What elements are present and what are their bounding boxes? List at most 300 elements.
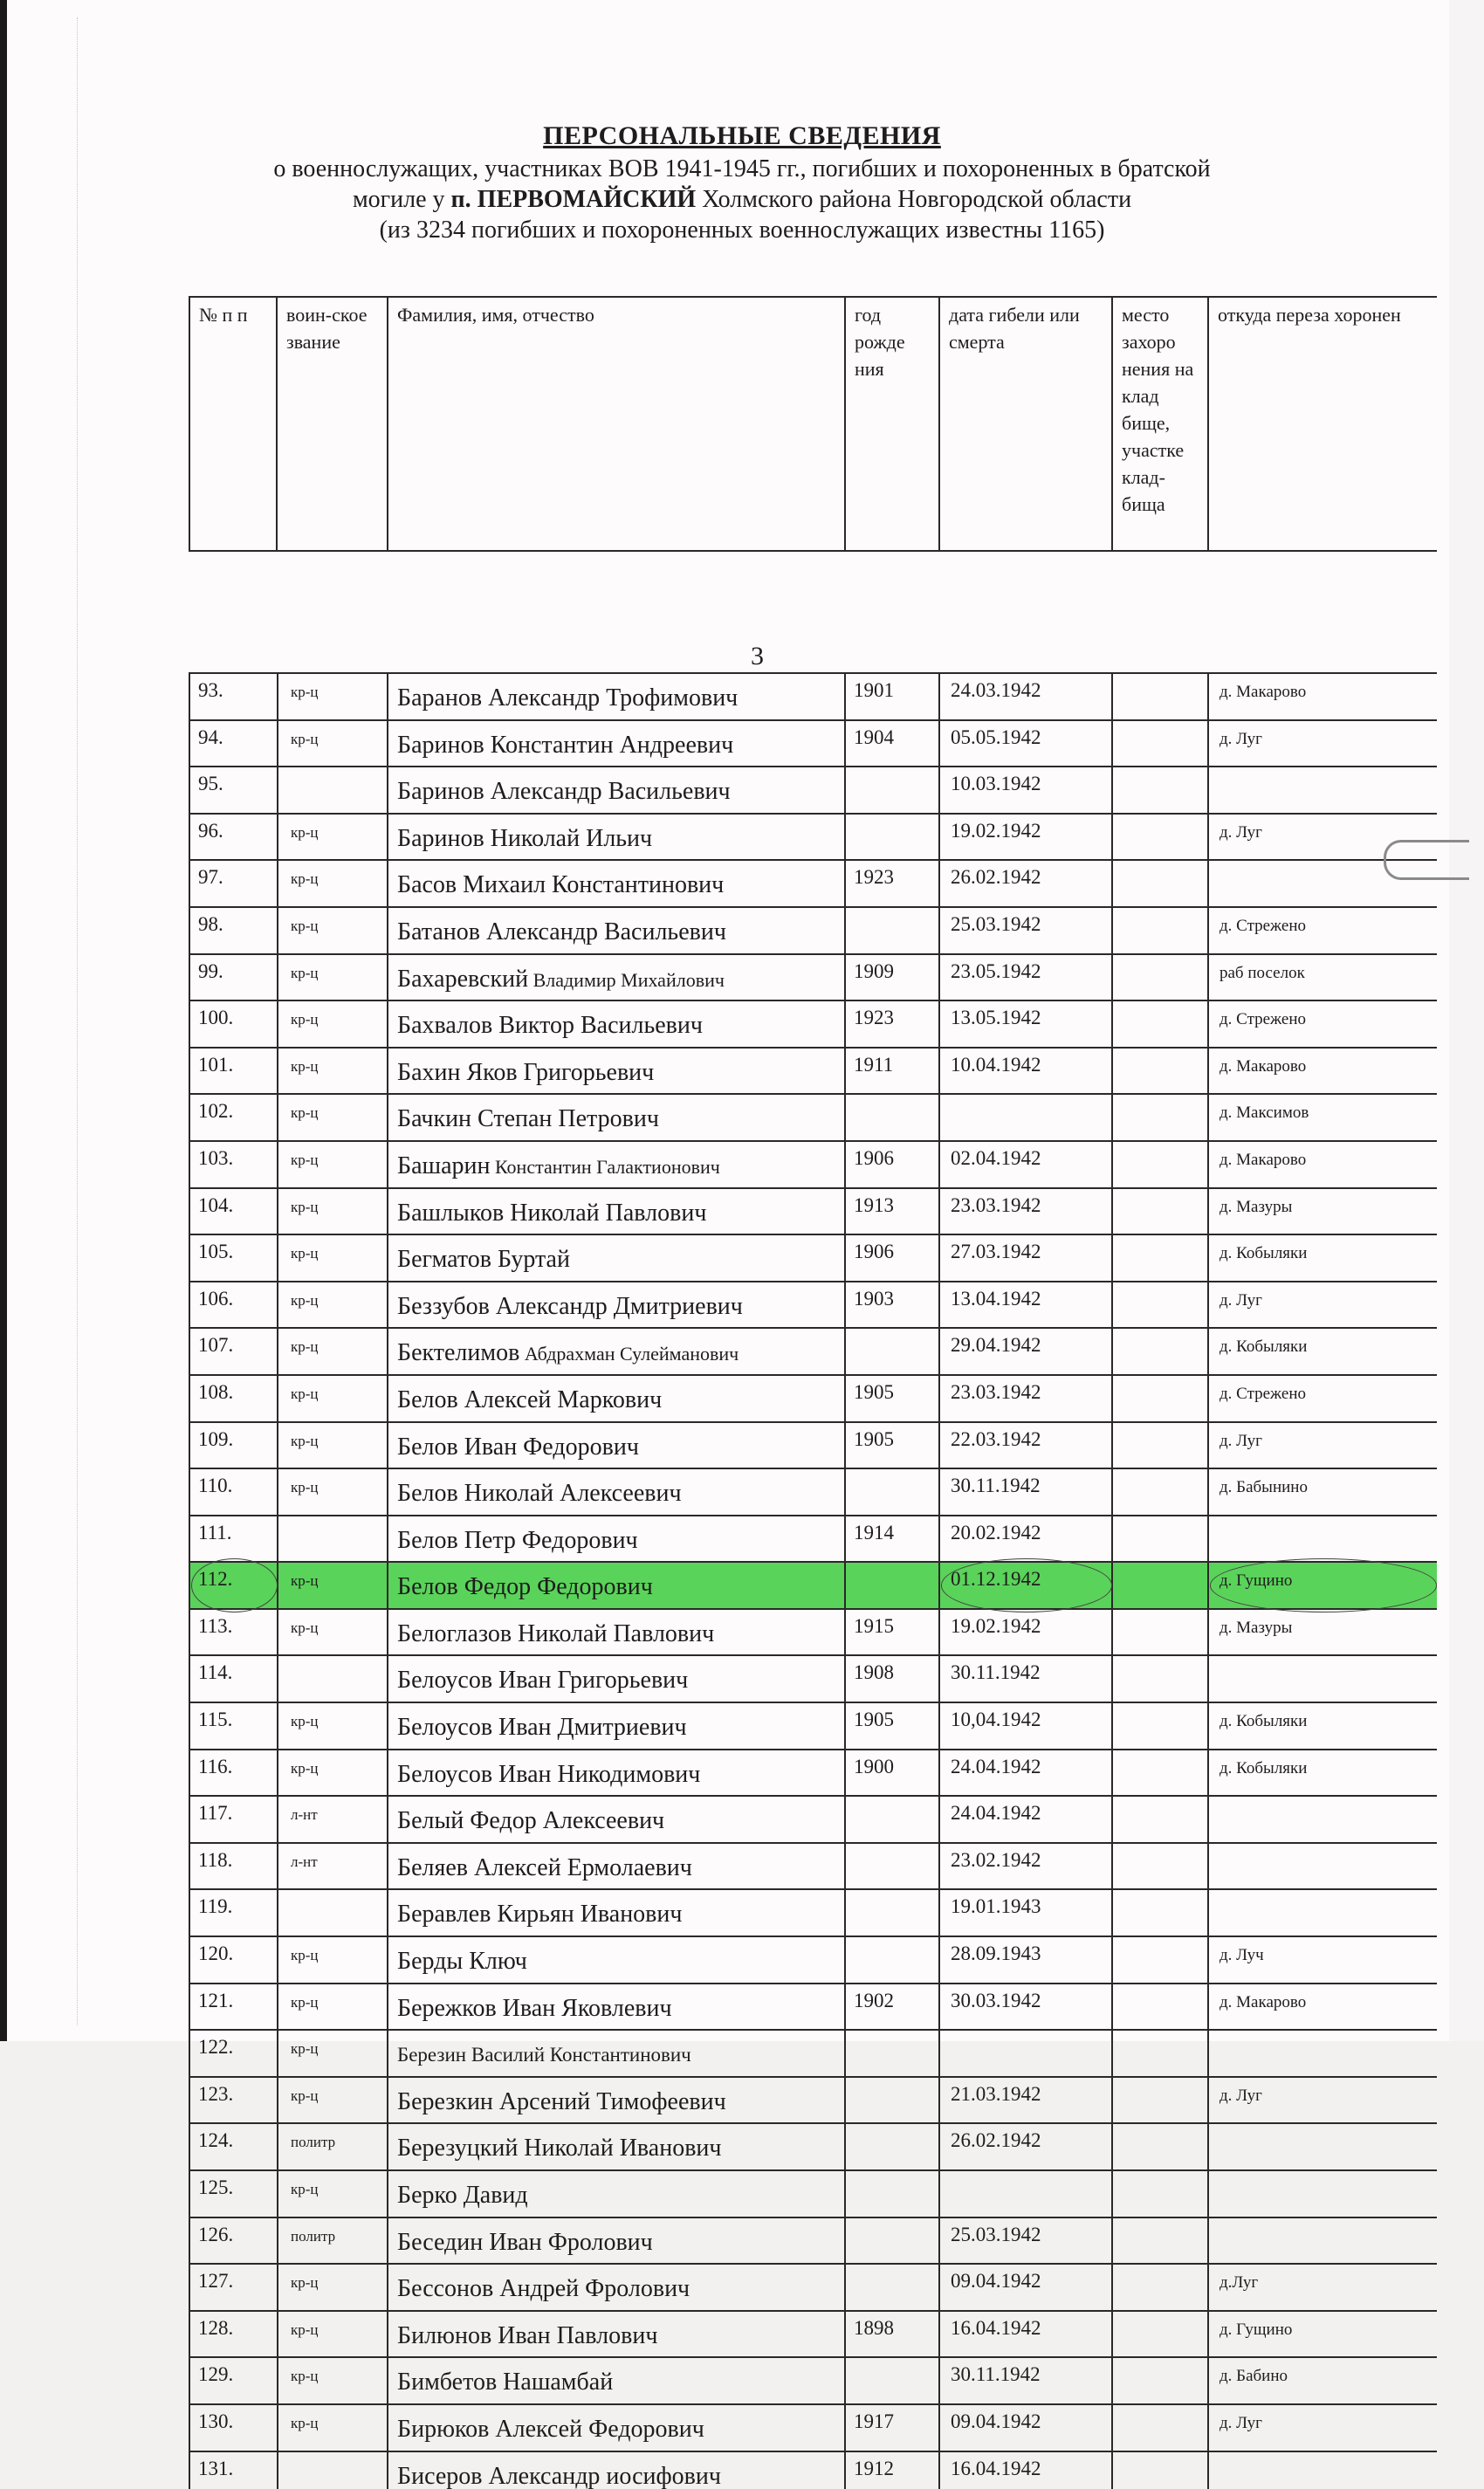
table-row (189, 1936, 1437, 1984)
table-row (189, 1094, 1437, 1141)
document-header (131, 119, 1353, 245)
cell-name: Бессонов Андрей Фролович (388, 2264, 845, 2311)
table-row (189, 2264, 1437, 2311)
paperclip-icon (1384, 840, 1469, 880)
cell-rank: кр-ц (278, 1468, 388, 1516)
cell-date: 20.02.1942 (939, 1516, 1112, 1563)
surname: Бахаревский (397, 965, 529, 993)
given-names: Владимир Михайлович (528, 968, 725, 991)
table-row (189, 2217, 1437, 2265)
cell-num: 108. (189, 1375, 278, 1422)
cell-rank (278, 1655, 388, 1702)
table-row (189, 720, 1437, 767)
cell-from: д. Бабынино (1208, 1468, 1437, 1516)
cell-place (1112, 2077, 1208, 2124)
table-row (189, 1234, 1437, 1282)
surname: Башарин (397, 1152, 491, 1179)
cell-num: 105. (189, 1234, 278, 1282)
table-row (189, 1000, 1437, 1048)
table-row (189, 1702, 1437, 1750)
table-row (189, 2170, 1437, 2217)
cell-num: 102. (189, 1094, 278, 1141)
cell-year (845, 2077, 939, 2124)
table-row (189, 1796, 1437, 1843)
cell-from (1208, 2451, 1437, 2489)
cell-num: 107. (189, 1328, 278, 1375)
cell-rank: л-нт (278, 1843, 388, 1890)
cell-rank: кр-ц (278, 2170, 388, 2217)
cell-date: 29.04.1942 (939, 1328, 1112, 1375)
cell-place (1112, 2170, 1208, 2217)
cell-date: 21.03.1942 (939, 2077, 1112, 2124)
cell-place (1112, 2357, 1208, 2404)
cell-name: Бачкин Степан Петрович (388, 1094, 845, 1141)
cell-num: 110. (189, 1468, 278, 1516)
cell-name: Беззубов Александр Дмитриевич (388, 1282, 845, 1329)
cell-rank: кр-ц (278, 1141, 388, 1188)
cell-rank: кр-ц (278, 720, 388, 767)
cell-date (939, 2170, 1112, 2217)
cell-place (1112, 1889, 1208, 1936)
cell-num: 100. (189, 1000, 278, 1048)
cell-name: Берко Давид (388, 2170, 845, 2217)
table-row (189, 673, 1437, 720)
cell-num: 112. (189, 1562, 278, 1609)
cell-rank (278, 1889, 388, 1936)
pen-circle-mark (1210, 1558, 1437, 1612)
cell-year: 1903 (845, 1282, 939, 1329)
surname: Бектелимов (397, 1339, 520, 1367)
cell-rank: кр-ц (278, 1234, 388, 1282)
cell-name: Белов Николай Алексеевич (388, 1468, 845, 1516)
cell-place (1112, 1141, 1208, 1188)
cell-rank: кр-ц (278, 1936, 388, 1984)
cell-from: д. Луг (1208, 2077, 1437, 2124)
cell-num: 113. (189, 1609, 278, 1656)
cell-year: 1906 (845, 1141, 939, 1188)
given-names: Абдрахман Сулейманович (519, 1343, 739, 1365)
cell-place (1112, 1655, 1208, 1702)
cell-num: 104. (189, 1188, 278, 1235)
table-row (189, 1375, 1437, 1422)
cell-year: 1923 (845, 1000, 939, 1048)
column-header-from: откуда переза хоронен (1208, 297, 1437, 551)
cell-from (1208, 1843, 1437, 1890)
cell-rank: кр-ц (278, 860, 388, 907)
cell-year: 1904 (845, 720, 939, 767)
cell-date: 25.03.1942 (939, 2217, 1112, 2265)
cell-year: 1901 (845, 673, 939, 720)
cell-place (1112, 1234, 1208, 1282)
cell-from: д. Луг (1208, 1282, 1437, 1329)
cell-rank: политр (278, 2123, 388, 2170)
cell-year: 1906 (845, 1234, 939, 1282)
cell-num: 101. (189, 1048, 278, 1095)
cell-year (845, 1468, 939, 1516)
cell-rank: кр-ц (278, 1000, 388, 1048)
cell-num: 121. (189, 1984, 278, 2031)
cell-date: 05.05.1942 (939, 720, 1112, 767)
subtitle-line-2 (131, 184, 1353, 215)
subtitle-suffix: Холмского района Новгородской области (696, 186, 1132, 213)
cell-name: Березуцкий Николай Иванович (388, 2123, 845, 2170)
cell-from: д. Стрежено (1208, 1375, 1437, 1422)
cell-name: Белоусов Иван Никодимович (388, 1750, 845, 1797)
cell-year: 1905 (845, 1702, 939, 1750)
cell-year (845, 767, 939, 814)
cell-from: д. Луг (1208, 720, 1437, 767)
cell-date: 23.03.1942 (939, 1375, 1112, 1422)
cell-year: 1905 (845, 1422, 939, 1469)
cell-place (1112, 860, 1208, 907)
cell-place (1112, 1468, 1208, 1516)
cell-year: 1911 (845, 1048, 939, 1095)
cell-rank: кр-ц (278, 1188, 388, 1235)
cell-num: 123. (189, 2077, 278, 2124)
cell-name: Белов Иван Федорович (388, 1422, 845, 1469)
cell-name (388, 954, 845, 1001)
table-row (189, 1609, 1437, 1656)
cell-name: Бахвалов Виктор Васильевич (388, 1000, 845, 1048)
cell-name: Батанов Александр Васильевич (388, 907, 845, 954)
cell-date: 01.12.1942 (939, 1562, 1112, 1609)
cell-from (1208, 2030, 1437, 2077)
header-table (189, 296, 1437, 552)
cell-num: 118. (189, 1843, 278, 1890)
cell-year: 1908 (845, 1655, 939, 1702)
column-header-year: год рожде ния (845, 297, 939, 551)
cell-name: Басов Михаил Константинович (388, 860, 845, 907)
cell-rank (278, 2451, 388, 2489)
cell-place (1112, 1094, 1208, 1141)
table-row (189, 1984, 1437, 2031)
cell-place (1112, 2217, 1208, 2265)
cell-year: 1914 (845, 1516, 939, 1563)
cell-year (845, 1843, 939, 1890)
cell-name: Белов Алексей Маркович (388, 1375, 845, 1422)
cell-from (1208, 2123, 1437, 2170)
cell-rank: кр-ц (278, 1562, 388, 1609)
cell-year: 1909 (845, 954, 939, 1001)
subtitle-line-1: о военнослужащих, участниках ВОВ 1941-1945 гг., погибших и похороненных в братской (273, 155, 1211, 182)
cell-year: 1915 (845, 1609, 939, 1656)
cell-from: д. Луг (1208, 2404, 1437, 2451)
cell-num: 126. (189, 2217, 278, 2265)
cell-from: д. Луг (1208, 1422, 1437, 1469)
pen-circle-mark (941, 1558, 1112, 1612)
cell-name: Белоусов Иван Григорьевич (388, 1655, 845, 1702)
cell-name (388, 1328, 845, 1375)
cell-num: 128. (189, 2311, 278, 2358)
cell-date: 10.03.1942 (939, 767, 1112, 814)
cell-num: 119. (189, 1889, 278, 1936)
table-row (189, 2077, 1437, 2124)
cell-from: д. Кобыляки (1208, 1702, 1437, 1750)
cell-num: 124. (189, 2123, 278, 2170)
table-row (189, 2404, 1437, 2451)
cell-date: 23.05.1942 (939, 954, 1112, 1001)
cell-date: 28.09.1943 (939, 1936, 1112, 1984)
cell-num: 97. (189, 860, 278, 907)
cell-from: д. Бабино (1208, 2357, 1437, 2404)
cell-place (1112, 907, 1208, 954)
cell-name: Белый Федор Алексеевич (388, 1796, 845, 1843)
cell-name: Бимбетов Нашамбай (388, 2357, 845, 2404)
table-row (189, 1048, 1437, 1095)
table-row (189, 907, 1437, 954)
cell-num: 125. (189, 2170, 278, 2217)
table-row (189, 1516, 1437, 1563)
cell-year: 1900 (845, 1750, 939, 1797)
table-row (189, 1282, 1437, 1329)
table-row (189, 2311, 1437, 2358)
cell-place (1112, 1750, 1208, 1797)
cell-place (1112, 1562, 1208, 1609)
cell-rank: кр-ц (278, 673, 388, 720)
cell-num: 120. (189, 1936, 278, 1984)
table-row (189, 1422, 1437, 1469)
cell-name: Бережков Иван Яковлевич (388, 1984, 845, 2031)
cell-date: 23.02.1942 (939, 1843, 1112, 1890)
cell-name: Бисеров Александр иосифович (388, 2451, 845, 2489)
cell-name: Бирюков Алексей Федорович (388, 2404, 845, 2451)
cell-place (1112, 2451, 1208, 2489)
cell-name: Берды Ключ (388, 1936, 845, 1984)
column-header-num: № п п (189, 297, 277, 551)
cell-num: 95. (189, 767, 278, 814)
cell-place (1112, 1422, 1208, 1469)
cell-rank: кр-ц (278, 1702, 388, 1750)
cell-rank: политр (278, 2217, 388, 2265)
cell-date: 10.04.1942 (939, 1048, 1112, 1095)
cell-name: Билюнов Иван Павлович (388, 2311, 845, 2358)
cell-from (1208, 767, 1437, 814)
cell-date: 22.03.1942 (939, 1422, 1112, 1469)
cell-rank: кр-ц (278, 2404, 388, 2451)
cell-from (1208, 1889, 1437, 1936)
cell-name: Баринов Константин Андреевич (388, 720, 845, 767)
column-header-name: Фамилия, имя, отчество (388, 297, 845, 551)
cell-date: 16.04.1942 (939, 2451, 1112, 2489)
cell-place (1112, 1328, 1208, 1375)
cell-from: д. Луч (1208, 1936, 1437, 1984)
cell-date: 30.03.1942 (939, 1984, 1112, 2031)
cell-year (845, 1936, 939, 1984)
cell-from (1208, 2217, 1437, 2265)
cell-date: 30.11.1942 (939, 1468, 1112, 1516)
cell-year: 1913 (845, 1188, 939, 1235)
cell-num: 130. (189, 2404, 278, 2451)
cell-rank: кр-ц (278, 954, 388, 1001)
subtitle-prefix: могиле у (352, 186, 451, 213)
fold-line (77, 17, 79, 2025)
cell-from: д.Луг (1208, 2264, 1437, 2311)
cell-from: д. Кобыляки (1208, 1750, 1437, 1797)
cell-year (845, 1094, 939, 1141)
cell-from: раб поселок (1208, 954, 1437, 1001)
table-row (189, 2123, 1437, 2170)
cell-date: 19.02.1942 (939, 814, 1112, 861)
cell-place (1112, 1702, 1208, 1750)
cell-rank: кр-ц (278, 1282, 388, 1329)
cell-name: Бахин Яков Григорьевич (388, 1048, 845, 1095)
cell-rank (278, 767, 388, 814)
pen-circle-mark (191, 1558, 278, 1612)
cell-from (1208, 1655, 1437, 1702)
cell-rank: кр-ц (278, 907, 388, 954)
cell-from: д. Макарово (1208, 673, 1437, 720)
cell-place (1112, 1282, 1208, 1329)
cell-rank: кр-ц (278, 1609, 388, 1656)
cell-date: 27.03.1942 (939, 1234, 1112, 1282)
cell-year (845, 907, 939, 954)
cell-rank: кр-ц (278, 1328, 388, 1375)
cell-rank: кр-ц (278, 1750, 388, 1797)
cell-name: Баранов Александр Трофимович (388, 673, 845, 720)
cell-rank: кр-ц (278, 1048, 388, 1095)
cell-year (845, 2357, 939, 2404)
cell-year: 1902 (845, 1984, 939, 2031)
table-row (189, 954, 1437, 1001)
cell-name: Беравлев Кирьян Иванович (388, 1889, 845, 1936)
cell-from: д. Макарово (1208, 1984, 1437, 2031)
cell-from: д. Мазуры (1208, 1609, 1437, 1656)
cell-name: Белов Федор Федорович (388, 1562, 845, 1609)
table-row (189, 1328, 1437, 1375)
cell-name: Белоусов Иван Дмитриевич (388, 1702, 845, 1750)
cell-place (1112, 1984, 1208, 2031)
cell-from: д. Стрежено (1208, 1000, 1437, 1048)
cell-num: 98. (189, 907, 278, 954)
cell-name: Башлыков Николай Павлович (388, 1188, 845, 1235)
cell-num: 99. (189, 954, 278, 1001)
cell-num: 129. (189, 2357, 278, 2404)
table-row (189, 1468, 1437, 1516)
cell-place (1112, 1843, 1208, 1890)
cell-place (1112, 2404, 1208, 2451)
cell-name: Баринов Николай Ильич (388, 814, 845, 861)
scan-margin (1449, 0, 1484, 2041)
cell-place (1112, 767, 1208, 814)
cell-year (845, 1562, 939, 1609)
table-row (189, 2357, 1437, 2404)
cell-date: 23.03.1942 (939, 1188, 1112, 1235)
cell-name (388, 1141, 845, 1188)
cell-rank: кр-ц (278, 2264, 388, 2311)
cell-name: Беляев Алексей Ермолаевич (388, 1843, 845, 1890)
cell-date: 13.05.1942 (939, 1000, 1112, 1048)
cell-num: 114. (189, 1655, 278, 1702)
cell-year (845, 1889, 939, 1936)
table-row (189, 2451, 1437, 2489)
cell-from: д. Мазуры (1208, 1188, 1437, 1235)
given-names: Константин Галактионович (490, 1155, 720, 1178)
cell-place (1112, 1516, 1208, 1563)
cell-date (939, 2030, 1112, 2077)
table-row (189, 860, 1437, 907)
cell-place (1112, 1936, 1208, 1984)
cell-num: 122. (189, 2030, 278, 2077)
cell-rank: кр-ц (278, 2030, 388, 2077)
table-row (189, 814, 1437, 861)
cell-date: 30.11.1942 (939, 2357, 1112, 2404)
column-header-place: место захоро нения на клад бище, участке клад-бища (1112, 297, 1208, 551)
cell-rank: кр-ц (278, 2311, 388, 2358)
subtitle-line-3: (из 3234 погибших и похороненных военнослужащих известны 1165) (379, 217, 1105, 244)
cell-from: д. Луг (1208, 814, 1437, 861)
cell-name: Березкин Арсений Тимофеевич (388, 2077, 845, 2124)
cell-place (1112, 1188, 1208, 1235)
table-row (189, 1141, 1437, 1188)
cell-name: Березин Василий Константинович (388, 2030, 845, 2077)
cell-date: 19.02.1942 (939, 1609, 1112, 1656)
cell-year (845, 2217, 939, 2265)
cell-from: д. Гущино (1208, 1562, 1437, 1609)
cell-place (1112, 1048, 1208, 1095)
cell-from: д. Максимов (1208, 1094, 1437, 1141)
cell-rank: кр-ц (278, 1094, 388, 1141)
cell-date: 09.04.1942 (939, 2264, 1112, 2311)
cell-name: Бегматов Буртай (388, 1234, 845, 1282)
cell-rank: кр-ц (278, 2357, 388, 2404)
cell-date: 13.04.1942 (939, 1282, 1112, 1329)
cell-place (1112, 954, 1208, 1001)
cell-num: 94. (189, 720, 278, 767)
cell-from (1208, 1516, 1437, 1563)
cell-year (845, 814, 939, 861)
cell-name: Беседин Иван Фролович (388, 2217, 845, 2265)
cell-year (845, 2264, 939, 2311)
cell-place (1112, 2030, 1208, 2077)
cell-rank: кр-ц (278, 1375, 388, 1422)
table-row (189, 1889, 1437, 1936)
cell-date: 26.02.1942 (939, 860, 1112, 907)
cell-from: д. Гущино (1208, 2311, 1437, 2358)
cell-from: д. Стрежено (1208, 907, 1437, 954)
cell-place (1112, 673, 1208, 720)
cell-num: 96. (189, 814, 278, 861)
cell-date: 26.02.1942 (939, 2123, 1112, 2170)
cell-year (845, 2030, 939, 2077)
cell-num: 106. (189, 1282, 278, 1329)
settlement-name: п. ПЕРВОМАЙСКИЙ (450, 186, 697, 213)
cell-name: Белоглазов Николай Павлович (388, 1609, 845, 1656)
cell-place (1112, 2123, 1208, 2170)
cell-year: 1912 (845, 2451, 939, 2489)
cell-date: 16.04.1942 (939, 2311, 1112, 2358)
cell-rank: кр-ц (278, 814, 388, 861)
cell-year: 1917 (845, 2404, 939, 2451)
cell-from: д. Кобыляки (1208, 1328, 1437, 1375)
cell-name: Белов Петр Федорович (388, 1516, 845, 1563)
cell-year: 1905 (845, 1375, 939, 1422)
cell-num: 109. (189, 1422, 278, 1469)
column-header-row (189, 297, 1437, 551)
cell-num: 111. (189, 1516, 278, 1563)
cell-date: 24.04.1942 (939, 1750, 1112, 1797)
table-row (189, 1750, 1437, 1797)
cell-from: д. Макарово (1208, 1048, 1437, 1095)
cell-year: 1923 (845, 860, 939, 907)
cell-place (1112, 1375, 1208, 1422)
cell-date: 25.03.1942 (939, 907, 1112, 954)
cell-year (845, 2170, 939, 2217)
cell-rank: кр-ц (278, 2077, 388, 2124)
cell-rank (278, 1516, 388, 1563)
table-row (189, 767, 1437, 814)
cell-place (1112, 1609, 1208, 1656)
cell-date: 19.01.1943 (939, 1889, 1112, 1936)
